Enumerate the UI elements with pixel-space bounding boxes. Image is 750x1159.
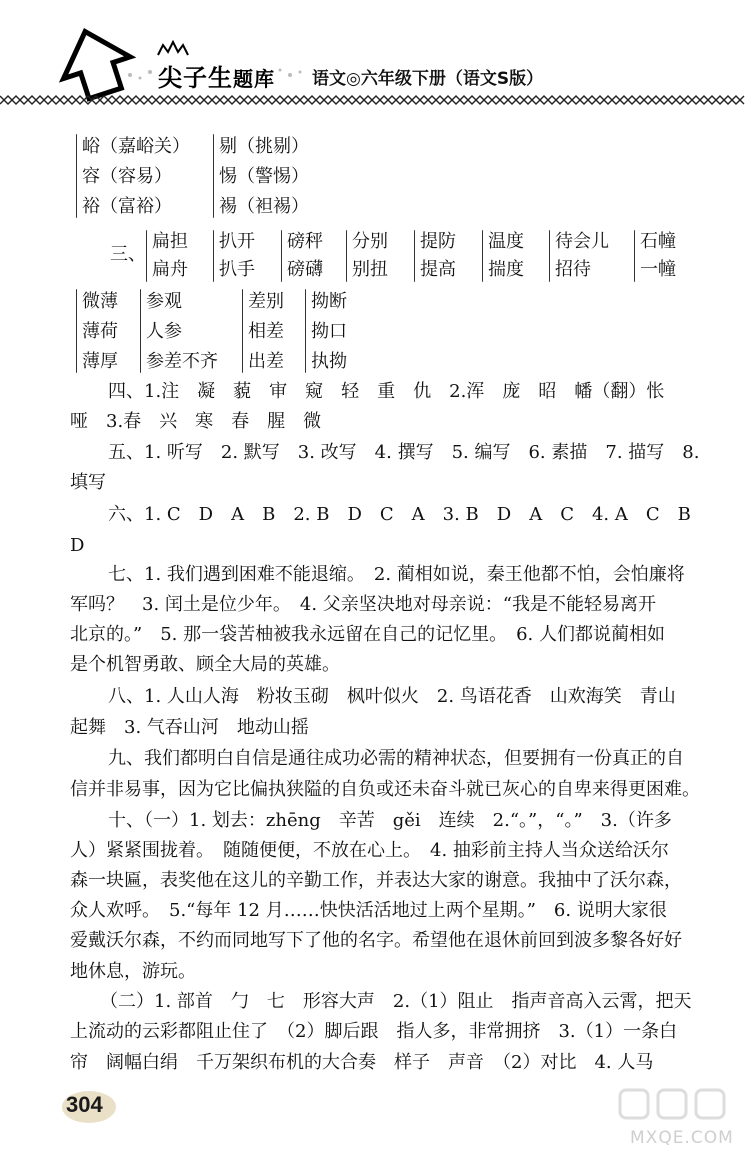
text-line: 八、1. 人山人海 粉妆玉砌 枫叶似火 2. 鸟语花香 山欢海笑 青山 — [108, 686, 676, 707]
list-item: 差别 — [248, 291, 284, 312]
book-subtitle: 语文◎六年级下册（语文S版） — [312, 69, 544, 89]
word-group — [82, 290, 118, 374]
brace-san — [281, 230, 282, 282]
list-item: 容（容易） — [82, 166, 172, 187]
list-item: 石幢 — [640, 231, 676, 252]
list-item: 磅礴 — [287, 259, 323, 280]
text-line: 九、我们都明白自信是通往成功必需的精神状态，但要拥有一份真正的自 — [108, 748, 684, 769]
text-line: （二）1. 部首 勹 七 形容大声 2.（1）阻止 指声音高入云霄，把天 — [100, 991, 692, 1012]
word-group — [248, 290, 284, 374]
list-item: 扒手 — [219, 259, 255, 280]
word-group — [146, 290, 218, 374]
text-line: 填写 — [70, 472, 106, 493]
text-line: 人）紧紧围拢着。 随随便便，不放在心上。 4. 抽彩前主持人当众送给沃尔 — [70, 840, 669, 861]
char-group-a — [82, 135, 190, 219]
brace-san — [482, 230, 483, 282]
page-number: 304 — [66, 1092, 103, 1117]
text-line: 哑 3.春 兴 寒 春 腥 微 — [70, 411, 322, 432]
zigzag-divider — [0, 94, 750, 110]
list-item: 拗口 — [311, 321, 347, 342]
list-item: 待会儿 — [555, 231, 609, 252]
list-item: 剔（挑剔） — [219, 136, 309, 157]
word-pair — [555, 230, 609, 282]
list-item: 磅秤 — [287, 231, 323, 252]
text-line: 军吗？ 3. 闰土是位少年。 4. 父亲坚决地对母亲说：“我是不能轻易离开 — [70, 594, 656, 615]
list-item: 薄厚 — [82, 351, 118, 372]
list-item: 招待 — [555, 259, 591, 280]
text-line: 十、（一）1. 划去：zhēng 辛苦 gěi 连续 2.“。”，“。” 3.（许多 — [108, 810, 672, 831]
list-item: 提防 — [420, 231, 456, 252]
word-pair — [420, 230, 456, 282]
word-pair — [640, 230, 676, 282]
list-item: 扒开 — [219, 231, 255, 252]
text-line: 众人欢呼。 5.“每年 12 月……快快活活地过上两个星期。” 6. 说明大家很 — [70, 900, 667, 921]
arrow-logo-icon — [52, 21, 139, 104]
list-item: 相差 — [248, 321, 284, 342]
word-pair — [287, 230, 323, 282]
brace-group — [76, 289, 77, 373]
list-item: 惕（警惕） — [219, 166, 309, 187]
text-line: 北京的。” 5. 那一袋苦柚被我永远留在自己的记忆里。 6. 人们都说蔺相如 — [70, 624, 665, 645]
brand-title: 尖子生题库 — [158, 64, 275, 92]
list-item: 人参 — [146, 321, 182, 342]
text-line: D — [70, 535, 85, 556]
list-item: 裼（袒裼） — [219, 196, 309, 217]
section-san-label: 三、 — [110, 244, 146, 265]
brace-group — [140, 289, 141, 373]
text-line: 地休息，游玩。 — [70, 961, 196, 982]
list-item: 扁担 — [152, 231, 188, 252]
brace-group — [242, 289, 243, 373]
list-item: 别扭 — [352, 259, 388, 280]
brace-san — [346, 230, 347, 282]
list-item: 扁舟 — [152, 259, 188, 280]
text-line: 信并非易事，因为它比偏执狭隘的自负或还未奋斗就已灰心的自卑来得更困难。 — [70, 779, 700, 800]
list-item: 一幢 — [640, 259, 676, 280]
brace-san — [634, 230, 635, 282]
list-item: 温度 — [488, 231, 524, 252]
text-line: 起舞 3. 气吞山河 地动山摇 — [70, 717, 309, 738]
list-item: 提高 — [420, 259, 456, 280]
list-item: 裕（富裕） — [82, 196, 172, 217]
brace-san — [213, 230, 214, 282]
word-pair — [352, 230, 388, 282]
list-item: 分别 — [352, 231, 388, 252]
word-pair — [488, 230, 524, 282]
word-pair — [219, 230, 255, 282]
text-line: 帘 阔幅白绢 千万架织布机的大合奏 样子 声音 （2）对比 4. 人马 — [70, 1052, 654, 1073]
text-line: 上流动的云彩都阻止住了 （2）脚后跟 指人多，非常拥挤 3.（1）一条白 — [70, 1021, 678, 1042]
text-line: 五、1. 听写 2. 默写 3. 改写 4. 撰写 5. 编写 6. 素描 7. 描写 8. — [108, 442, 700, 463]
brace-group — [305, 289, 306, 373]
word-group — [311, 290, 347, 374]
list-item: 揣度 — [488, 259, 524, 280]
list-item: 峪（嘉峪关） — [82, 136, 190, 157]
watermark-text: MXQE.COM — [630, 1128, 734, 1148]
text-line: 爱戴沃尔森，不约而同地写下了他的名字。希望他在退休前回到波多黎各好好 — [70, 930, 682, 951]
text-line: 四、1.注 凝 藐 审 窥 轻 重 仇 2.浑 庞 昭 幡（翻）怅 — [108, 381, 665, 402]
list-item: 薄荷 — [82, 321, 118, 342]
crown-icon — [158, 42, 188, 55]
brace-a — [76, 134, 77, 218]
brace-san — [146, 230, 147, 282]
text-line: 森一块匾，表奖他在这儿的辛勤工作，并表达大家的谢意。我抽中了沃尔森， — [70, 870, 682, 891]
word-pair — [152, 230, 188, 282]
list-item: 拗断 — [311, 291, 347, 312]
list-item: 出差 — [248, 351, 284, 372]
list-item: 微薄 — [82, 291, 118, 312]
brace-san — [549, 230, 550, 282]
brace-san — [414, 230, 415, 282]
text-line: 六、1. C D A B 2. B D C A 3. B D A C 4. A C B — [108, 504, 691, 525]
list-item: 参差不齐 — [146, 351, 218, 372]
brace-b — [213, 134, 214, 218]
char-group-b — [219, 135, 309, 219]
text-line: 七、1. 我们遇到困难不能退缩。 2. 蔺相如说，秦王他都不怕，会怕廉将 — [108, 564, 685, 585]
list-item: 执拗 — [311, 351, 347, 372]
list-item: 参观 — [146, 291, 182, 312]
text-line: 是个机智勇敢、顾全大局的英雄。 — [70, 654, 340, 675]
